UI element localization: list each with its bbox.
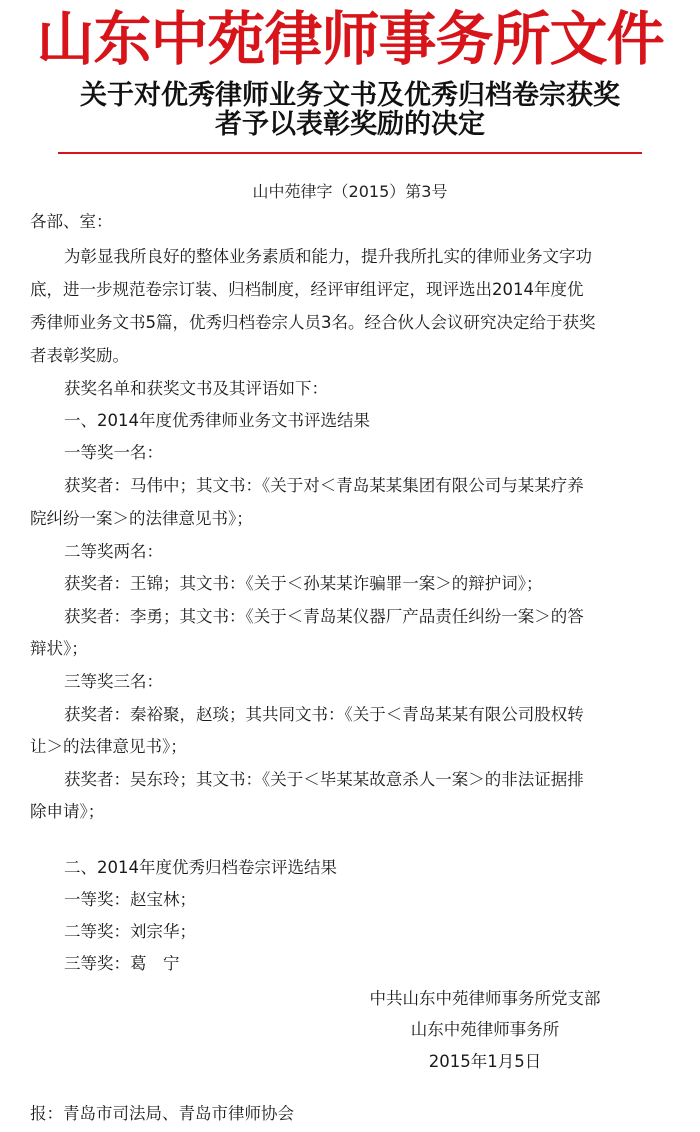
document-title-line2: 者予以表彰奖励的决定 <box>215 109 485 140</box>
para1-line3: 秀律师业务文书5篇，优秀归档卷宗人员3名。经合伙人会议研究决定给于获奖 <box>30 313 596 332</box>
cc-recipients: 报：青岛市司法局、青岛市律师协会 <box>30 1104 294 1123</box>
third-prize-b-line2: 除申请》； <box>30 802 105 821</box>
third-prize-b-line1: 获奖者：吴东玲；其文书：《关于＜毕某某故意杀人一案＞的非法证据排 <box>64 770 584 789</box>
second-prize-b-line1: 获奖者：李勇；其文书：《关于＜青岛某仪器厂产品责任纠纷一案＞的答 <box>64 607 584 626</box>
document-title-line1: 关于对优秀律师业务文书及优秀归档卷宗获奖 <box>80 80 620 111</box>
salutation: 各部、室： <box>30 212 113 231</box>
section1-heading: 一、2014年度优秀律师业务文书评选结果 <box>64 411 370 430</box>
intro-line: 获奖名单和获奖文书及其评语如下： <box>64 379 328 398</box>
archive-second-prize: 二等奖：刘宗华； <box>64 922 196 941</box>
archive-first-prize: 一等奖：赵宝林； <box>64 890 196 909</box>
signature-date: 2015年1月5日 <box>428 1052 542 1071</box>
document-number: 山中苑律字（2015）第3号 <box>252 182 448 201</box>
red-divider <box>58 152 642 154</box>
signature-org2: 山东中苑律师事务所 <box>410 1020 560 1039</box>
first-prize-label: 一等奖一名： <box>64 443 163 462</box>
second-prize-label: 二等奖两名： <box>64 542 163 561</box>
third-prize-label: 三等奖三名： <box>64 672 163 691</box>
para1-line2: 底，进一步规范卷宗订装、归档制度，经评审组评定，现评选出2014年度优 <box>30 280 584 299</box>
third-prize-a-line1: 获奖者：秦裕聚，赵琰；其共同文书：《关于＜青岛某某有限公司股权转 <box>64 705 584 724</box>
signature-org1: 中共山东中苑律师事务所党支部 <box>369 989 601 1008</box>
third-prize-a-line2: 让＞的法律意见书》； <box>30 737 187 756</box>
second-prize-b-line2: 辩状》； <box>30 639 88 658</box>
first-prize-line1: 获奖者：马伟中；其文书：《关于对＜青岛某某集团有限公司与某某疗养 <box>64 476 584 495</box>
para1-line1: 为彰显我所良好的整体业务素质和能力，提升我所扎实的律师业务文字功 <box>64 247 592 266</box>
para1-line4: 者表彰奖励。 <box>30 346 129 365</box>
section2-heading: 二、2014年度优秀归档卷宗评选结果 <box>64 858 337 877</box>
second-prize-a: 获奖者：王锦；其文书：《关于＜孙某某诈骗罪一案＞的辩护词》； <box>64 574 543 593</box>
first-prize-line2: 院纠纷一案＞的法律意见书》； <box>30 509 253 528</box>
org-banner: 山东中苑律师事务所文件 <box>36 5 664 73</box>
archive-third-prize: 三等奖：葛 宁 <box>64 954 180 973</box>
